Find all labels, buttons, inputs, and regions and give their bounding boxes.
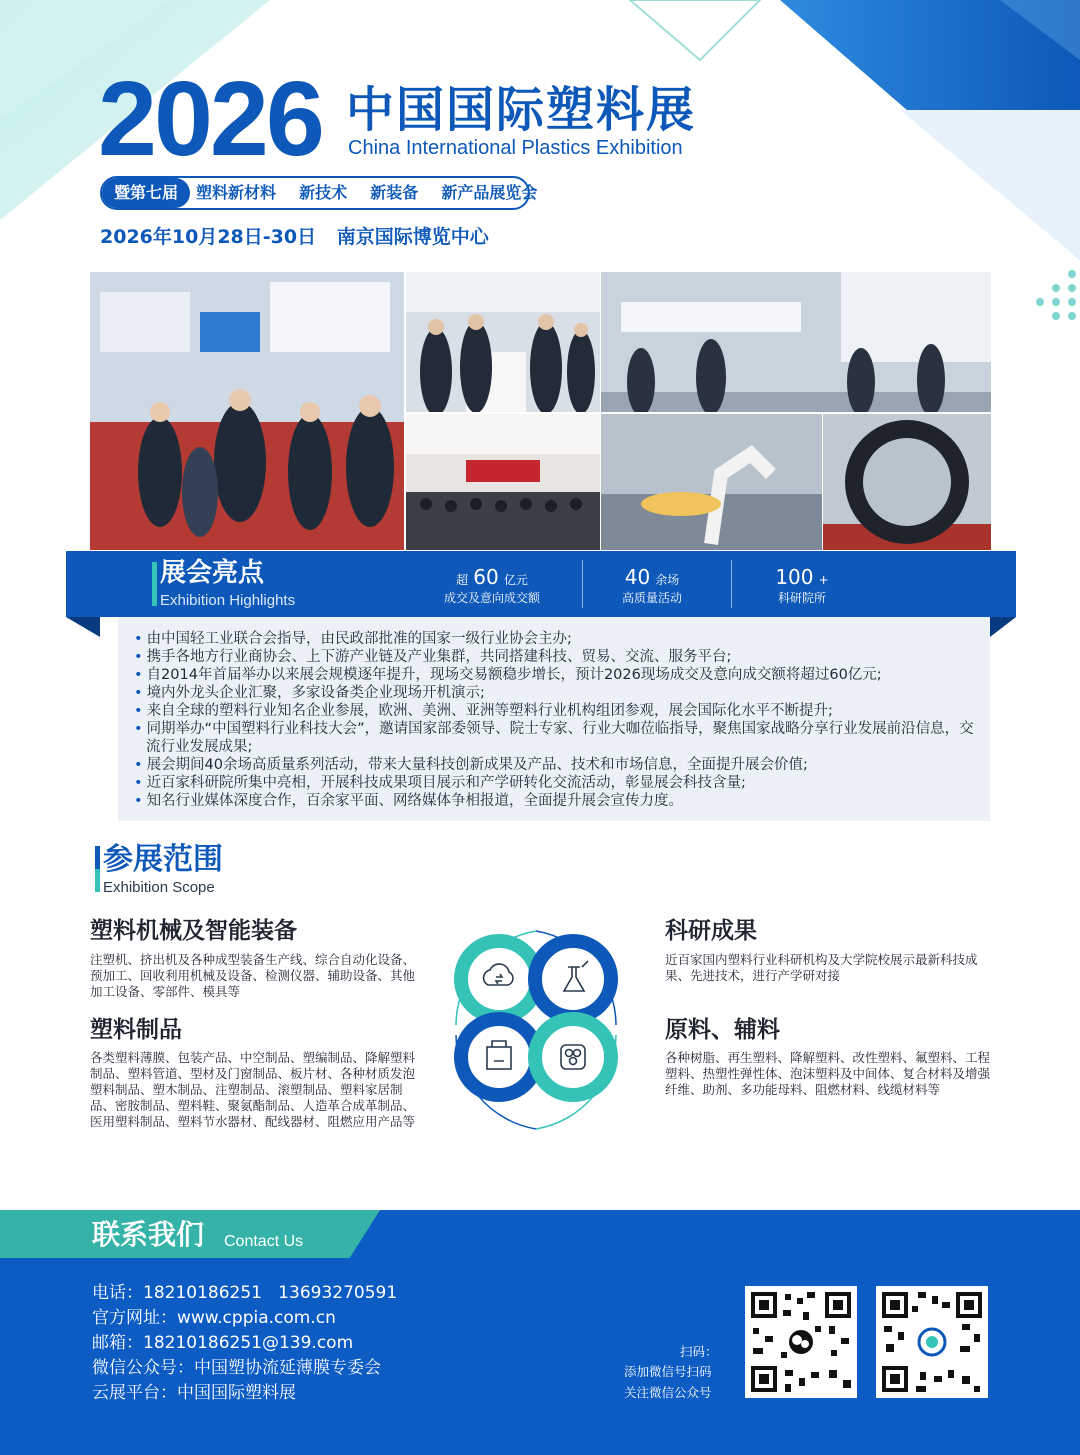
list-item: • 知名行业媒体深度合作，百余家平面、网络媒体争相报道，全面提升展会宣传力度。 bbox=[134, 792, 974, 810]
list-item: • 携手各地方行业商协会、上下游产业链及产业集群，共同搭建科技、贸易、交流、服务平台; bbox=[134, 648, 974, 666]
contact-email[interactable]: 邮箱：18210186251@139.com bbox=[92, 1333, 354, 1353]
photo-booth-hall bbox=[601, 272, 991, 412]
category-materials-text: 各种树脂、再生塑料、降解塑料、改性塑料、氟塑料、工程塑料、热塑性弹性体、泡沫塑料及中间体、复合材料及增强纤维、助剂、多功能母料、阻燃材料、线缆材料等 bbox=[665, 1050, 991, 1097]
category-research-title: 科研成果 bbox=[665, 918, 757, 944]
dots-decoration bbox=[1026, 268, 1080, 332]
category-materials-title: 原料、辅料 bbox=[665, 1017, 780, 1043]
event-venue: 南京国际博览中心 bbox=[336, 226, 489, 248]
highlights-subtitle: Exhibition Highlights bbox=[160, 592, 296, 609]
category-products-title: 塑料制品 bbox=[90, 1017, 182, 1043]
wechat-qr-code[interactable] bbox=[745, 1286, 857, 1398]
contact-website[interactable]: 官方网址：www.cppia.com.cn bbox=[92, 1308, 336, 1328]
contact-cloud-platform: 云展平台：中国国际塑料展 bbox=[92, 1383, 296, 1403]
highlights-list bbox=[134, 630, 974, 810]
stat-divider bbox=[582, 560, 583, 608]
photo-conference bbox=[406, 414, 600, 550]
contact-subtitle: Contact Us bbox=[224, 1233, 304, 1250]
photo-pipe-product bbox=[823, 414, 991, 550]
banner-fold-left bbox=[66, 617, 100, 637]
contact-wechat: 微信公众号：中国塑协流延薄膜专委会 bbox=[92, 1358, 381, 1378]
list-item: • 境内外龙头企业汇聚，多家设备类企业现场开机演示; bbox=[134, 684, 974, 702]
list-item: • 同期举办“中国塑料行业科技大会”，邀请国家部委领导、院士专家、行业大咖莅临指导，聚焦国家战略分享行业发展前沿信息，交流行业发展成果; bbox=[134, 720, 974, 756]
account-qr-code[interactable] bbox=[876, 1286, 988, 1398]
stat-institutes: 100 + 科研院所 bbox=[775, 565, 829, 605]
qr-caption-follow: 关注微信公众号 bbox=[624, 1385, 712, 1400]
qr-caption-scan: 扫码： bbox=[680, 1344, 718, 1359]
scope-accent bbox=[95, 846, 100, 892]
date-venue bbox=[100, 224, 489, 250]
stat-activities: 40 余场 高质量活动 bbox=[621, 565, 682, 605]
stat-divider bbox=[731, 560, 732, 608]
scope-subtitle: Exhibition Scope bbox=[103, 879, 215, 896]
photo-robot-machine bbox=[601, 414, 822, 550]
highlights-accent bbox=[152, 562, 157, 606]
event-year: 2026 bbox=[98, 60, 322, 178]
category-machinery-text: 注塑机、挤出机及各种成型装备生产线、综合自动化设备、预加工、回收利用机械及设备、检测仪器、辅助设备、其他加工设备、零部件、模具等 bbox=[90, 952, 416, 999]
list-item: • 自2014年首届举办以来展会规模逐年提升，现场交易额稳步增长，预计2026现场成交及意向成交额将超过60亿元; bbox=[134, 666, 974, 684]
event-title-cn: 中国国际塑料展 bbox=[346, 82, 697, 138]
list-item: • 由中国轻工业联合会指导，由民政部批准的国家一级行业协会主办; bbox=[134, 630, 974, 648]
category-products-text: 各类塑料薄膜、包装产品、中空制品、塑编制品、降解塑料制品、塑料管道、型材及门窗制品、板片材、各种材质发泡塑料制品、塑木制品、注塑制品、滚塑制品、塑料家居制品、密胺制品、塑料鞋、聚氨酯制品、人造革合成革制品、医用塑料制品、塑料节水器材、配线器材、阻燃应用产品等 bbox=[90, 1050, 416, 1129]
scope-icon-cluster bbox=[436, 915, 636, 1145]
banner-fold-right bbox=[990, 617, 1016, 637]
stat-deal-value: 超 60 亿元 成交及意向成交额 bbox=[443, 565, 540, 605]
qr-caption-add-wechat: 添加微信号扫码 bbox=[624, 1364, 712, 1379]
contact-title: 联系我们 bbox=[92, 1218, 205, 1251]
list-item: • 来自全球的塑料行业知名企业参展，欧洲、美洲、亚洲等塑料行业机构组团参观，展会国际化水平不断提升; bbox=[134, 702, 974, 720]
category-machinery-title: 塑料机械及智能装备 bbox=[90, 918, 297, 944]
edition-text: 塑料新材料 新技术 新装备 新产品展览会 bbox=[196, 183, 538, 202]
event-date: 2026年10月28日-30日 bbox=[100, 226, 317, 248]
event-title-en: China International Plastics Exhibition bbox=[348, 137, 683, 159]
scope-title: 参展范围 bbox=[103, 842, 223, 877]
list-item: • 近百家科研院所集中亮相，开展科技成果项目展示和产学研转化交流活动，彰显展会科技含量; bbox=[134, 774, 974, 792]
edition-tag: 暨第七届 bbox=[102, 178, 190, 208]
list-item: • 展会期间40余场高质量系列活动，带来大量科技创新成果及产品、技术和市场信息，全面提升展会价值; bbox=[134, 756, 974, 774]
highlights-title: 展会亮点 bbox=[160, 558, 265, 588]
category-research-text: 近百家国内塑料行业科研机构及大学院校展示最新科技成果、先进技术，进行产学研对接 bbox=[665, 952, 978, 983]
photo-exhibition-crowd bbox=[90, 272, 404, 550]
contact-phone[interactable]: 电话：18210186251 13693270591 bbox=[92, 1283, 398, 1303]
photo-officials-visit bbox=[406, 272, 600, 412]
